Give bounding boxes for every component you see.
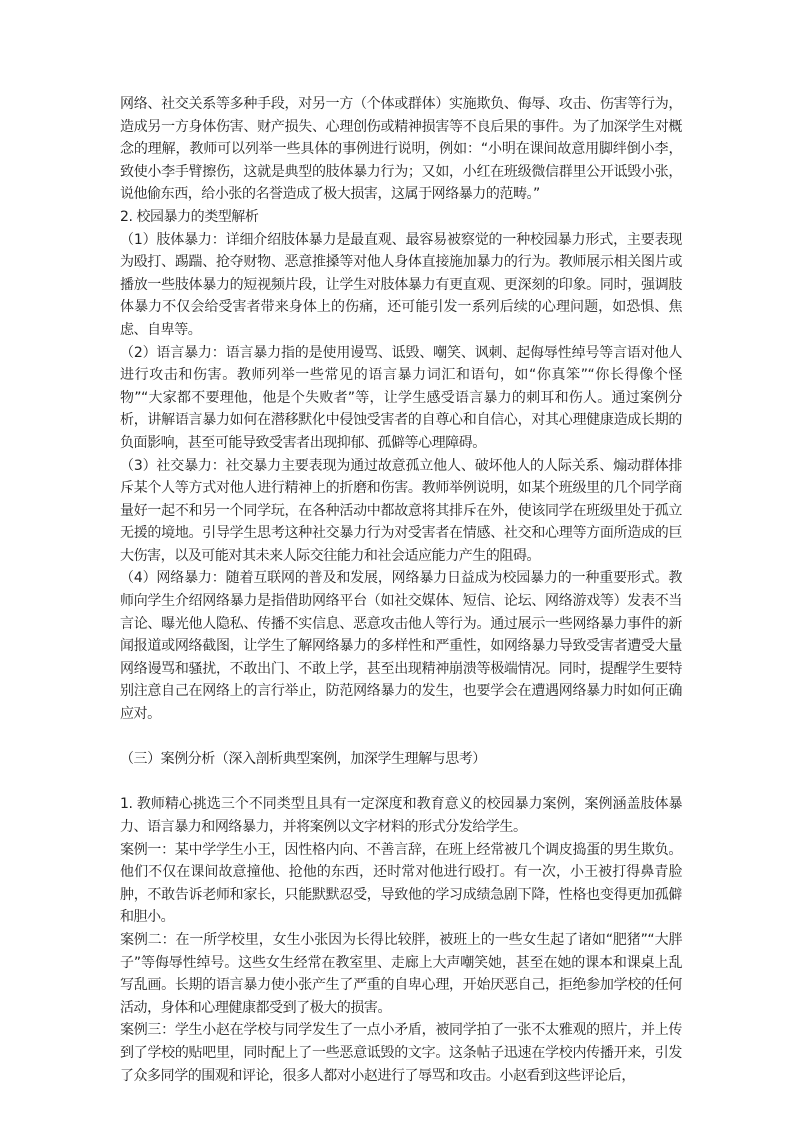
paragraph-verbal-violence: （2）语言暴力：语言暴力指的是使用谩骂、诋毁、嘲笑、讽刺、起侮辱性绰号等言语对他人进行攻击和伤害。教师列举一些常见的语言暴力词汇和语句，如“你真笨”“你长得像个怪物”“大家都不要理他，他是个失败者”等，让学生感受语言暴力的刺耳和伤人。通过案例分析，讲解语言暴力如何在潜移默化中侵蚀受害者的自尊心和自信心，对其心理健康造成长期的负面影响，甚至可能导致受害者出现抑郁、孤僻等心理障碍。 <box>120 344 682 451</box>
paragraph-physical-violence: （1）肢体暴力：详细介绍肢体暴力是最直观、最容易被察觉的一种校园暴力形式，主要表现为殴打、踢踹、抢夺财物、恶意推搡等对他人身体直接施加暴力的行为。教师展示相关图片或播放一些肢体暴力的短视频片段，让学生对肢体暴力有更直观、更深刻的印象。同时，强调肢体暴力不仅会给受害者带来身体上的伤痛，还可能引发一系列后续的心理问题，如恐惧、焦虑、自卑等。 <box>120 231 682 338</box>
paragraph-cyber-violence: （4）网络暴力：随着互联网的普及和发展，网络暴力日益成为校园暴力的一种重要形式。教师向学生介绍网络暴力是指借助网络平台（如社交媒体、短信、论坛、网络游戏等）发表不当言论、曝光他人隐私、传播不实信息、恶意攻击他人等行为。通过展示一些网络暴力事件的新闻报道或网络截图，让学生了解网络暴力的多样性和严重性，如网络暴力导致受害者遭受大量网络谩骂和骚扰，不敢出门、不敢上学，甚至出现精神崩溃等极端情况。同时，提醒学生要特别注意自己在网络上的言行举止，防范网络暴力的发生，也要学会在遭遇网络暴力时如何正确应对。 <box>120 570 682 723</box>
paragraph-case-intro: 1. 教师精心挑选三个不同类型且具有一定深度和教育意义的校园暴力案例，案例涵盖肢体暴力、语言暴力和网络暴力，并将案例以文字材料的形式分发给学生。 <box>120 796 682 835</box>
paragraph-case-three: 案例三：学生小赵在学校与同学发生了一点小矛盾，被同学拍了一张不太雅观的照片，并上传到了学校的贴吧里，同时配上了一些恶意诋毁的文字。这条帖子迅速在学校内传播开来，引发了众多同学的围观和评论，很多人都对小赵进行了辱骂和攻击。小赵看到这些评论后， <box>120 1022 682 1084</box>
blank-line <box>120 771 682 794</box>
subheading-violence-types: 2. 校园暴力的类型解析 <box>120 208 259 225</box>
section-heading-case-analysis: （三）案例分析（深入剖析典型案例，加深学生理解与思考） <box>120 751 486 768</box>
paragraph-case-two: 案例二：在一所学校里，女生小张因为长得比较胖，被班上的一些女生起了诸如“肥猪”“大胖子”等侮辱性绰号。这些女生经常在教室里、走廊上大声嘲笑她，甚至在她的课本和课桌上乱写乱画。长期的语言暴力使小张产生了严重的自卑心理，开始厌恶自己，拒绝参加学校的任何活动，身体和心理健康都受到了极大的损害。 <box>120 931 682 1016</box>
blank-line <box>120 726 682 749</box>
paragraph-social-violence: （3）社交暴力：社交暴力主要表现为通过故意孤立他人、破坏他人的人际关系、煽动群体排斥某个人等方式对他人进行精神上的折磨和伤害。教师举例说明，如某个班级里的几个同学商量好一起不和另一个同学玩，在各种活动中都故意将其排斥在外，使该同学在班级里处于孤立无援的境地。引导学生思考这种社交暴力行为对受害者在情感、社交和心理等方面所造成的巨大伤害，以及可能对其未来人际交往能力和社会适应能力产生的阻碍。 <box>120 457 682 564</box>
document-body <box>120 93 682 1087</box>
paragraph-case-one: 案例一：某中学学生小王，因性格内向、不善言辞，在班上经常被几个调皮捣蛋的男生欺负。他们不仅在课间故意撞他、抢他的东西，还时常对他进行殴打。有一次，小王被打得鼻青脸肿，不敢告诉老师和家长，只能默默忍受，导致他的学习成绩急剧下降，性格也变得更加孤僻和胆小。 <box>120 841 682 926</box>
paragraph-definition-examples: 网络、社交关系等多种手段，对另一方（个体或群体）实施欺负、侮辱、攻击、伤害等行为，造成另一方身体伤害、财产损失、心理创伤或精神损害等不良后果的事件。为了加深学生对概念的理解，教师可以列举一些具体的事例进行说明，例如：“小明在课间故意用脚绊倒小李，致使小李手臂擦伤，这就是典型的肢体暴力行为；又如，小红在班级微信群里公开诋毁小张，说他偷东西，给小张的名誉造成了极大损害，这属于网络暴力的范畴。” <box>120 96 682 203</box>
